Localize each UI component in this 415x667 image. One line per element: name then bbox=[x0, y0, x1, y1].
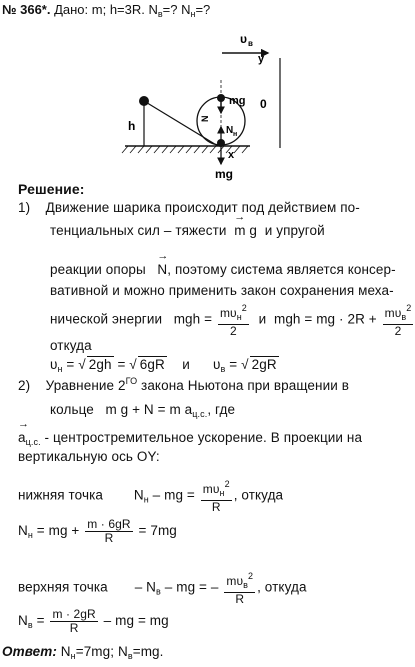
eq2-num: mυ bbox=[384, 306, 402, 320]
p2-text1a: Уравнение 2 bbox=[45, 378, 126, 393]
low-eq-left: N bbox=[133, 487, 144, 503]
eq1-left: mgh = bbox=[173, 311, 213, 327]
label-nn: N bbox=[226, 125, 234, 136]
eq2-num-sup: 2 bbox=[406, 303, 412, 313]
low-num-sub: н bbox=[219, 488, 225, 498]
v1-left: υ bbox=[50, 357, 58, 372]
low2-den: R bbox=[104, 531, 114, 545]
newton-eq: m g + N = m a bbox=[105, 402, 193, 417]
answer-sub2: в bbox=[127, 651, 133, 661]
low-eq-mid: – mg = bbox=[148, 487, 195, 503]
low2-mid: = mg + bbox=[32, 523, 80, 539]
eq1-frac bbox=[218, 302, 249, 338]
p2-text1b: закона Ньютона при вращении в bbox=[137, 378, 350, 393]
up2-sub: в bbox=[27, 620, 33, 631]
up-label: верхняя точка bbox=[18, 579, 108, 595]
given-end: =? bbox=[195, 2, 211, 17]
up2-tail: – mg = mg bbox=[99, 613, 169, 629]
p1-line2 bbox=[50, 223, 325, 238]
eq2-left: mgh = mg · 2R + bbox=[273, 311, 377, 327]
up2-den: R bbox=[69, 621, 79, 635]
label-h: h bbox=[128, 119, 136, 133]
p1-text5a: нической энергии bbox=[50, 311, 163, 327]
low-den: R bbox=[211, 500, 221, 514]
up2-left: N bbox=[18, 613, 28, 629]
solution-title: Решение: bbox=[18, 181, 85, 197]
up-num-sup: 2 bbox=[248, 571, 254, 581]
given-sub-v: в bbox=[157, 9, 163, 19]
p2-text2a: кольце bbox=[50, 402, 94, 417]
p1-velocities: $\upsilon_н$ = √ 2gh = √ 6gR и $\upsilon_в$ = √ 2gR bbox=[50, 357, 277, 374]
up-den: R bbox=[235, 592, 245, 606]
v2-sub: в bbox=[220, 364, 226, 374]
given-sub-n: н bbox=[190, 9, 196, 19]
physics-diagram bbox=[0, 18, 400, 188]
up-tail: , откуда bbox=[257, 579, 307, 595]
eq2-num-sub: в bbox=[401, 312, 407, 322]
eq1-num-sub: н bbox=[236, 312, 242, 322]
vec-N: → N bbox=[157, 262, 167, 277]
p1-line6: откуда bbox=[50, 338, 92, 353]
v1-root2: 6gR bbox=[139, 357, 165, 372]
label-nn-sub: н bbox=[233, 131, 238, 138]
vec-mg: → m g bbox=[234, 223, 257, 238]
answer-end: =mg. bbox=[132, 644, 164, 659]
label-x: x bbox=[228, 149, 235, 161]
ramp-slope bbox=[144, 101, 218, 146]
v1-sub: н bbox=[57, 364, 63, 374]
up-num: mυ bbox=[226, 574, 244, 588]
p1-line4: вативной и можно применить закон сохранения меха- bbox=[50, 283, 394, 298]
up-eq-mid: – mg = – bbox=[160, 579, 219, 595]
low2-num: m · 6gR bbox=[87, 517, 131, 531]
p1-text3c: , поэтому система является консер- bbox=[167, 262, 396, 277]
label-v: υ bbox=[240, 32, 247, 46]
low-eq-sub: н bbox=[143, 494, 149, 505]
given-mid: =? N bbox=[162, 2, 191, 17]
low2-sub: н bbox=[27, 530, 33, 541]
v1-eq2: = bbox=[113, 357, 130, 372]
up2-frac bbox=[50, 608, 97, 635]
low2-frac bbox=[85, 518, 132, 545]
v2-root: 2gR bbox=[251, 357, 277, 372]
p2-line2 bbox=[50, 402, 235, 419]
given-text: Дано: m; h=3R. N bbox=[54, 2, 158, 17]
low-eq-row bbox=[18, 478, 283, 514]
p1-line1 bbox=[18, 200, 360, 215]
eq2-den: 2 bbox=[394, 324, 402, 338]
low-num: mυ bbox=[202, 482, 220, 496]
p1-line5 bbox=[50, 302, 415, 338]
ball-start bbox=[139, 96, 149, 106]
low2-eq-row bbox=[18, 518, 177, 545]
p1-number: 1) bbox=[18, 200, 31, 215]
p1-text1: Движение шарика происходит под действием по- bbox=[45, 200, 360, 215]
low-label: нижняя точка bbox=[18, 487, 104, 503]
v1-root1: 2gh bbox=[88, 357, 112, 372]
newton-eq-sub: ц.с. bbox=[192, 409, 208, 419]
low2-tail: = 7mg bbox=[134, 523, 177, 539]
problem-header bbox=[2, 2, 210, 19]
low-num-sup: 2 bbox=[224, 479, 230, 489]
eq1-num: mυ bbox=[219, 306, 237, 320]
label-v-sub: в bbox=[248, 39, 253, 48]
label-mg-top: mg bbox=[229, 95, 246, 107]
answer-mid: =7mg; N bbox=[75, 644, 128, 659]
and-1: и bbox=[258, 311, 267, 327]
v2-left: υ bbox=[213, 357, 221, 372]
and-2: и bbox=[182, 357, 190, 372]
answer-row bbox=[2, 644, 164, 661]
a-sub: ц.с. bbox=[25, 437, 41, 447]
eq1-den: 2 bbox=[230, 324, 237, 338]
p2-text3b: - центростремительное ускорение. В проекции на bbox=[40, 430, 363, 445]
label-y: y bbox=[258, 53, 265, 65]
label-mg-bottom: mg bbox=[215, 167, 233, 181]
p2-number: 2) bbox=[18, 378, 31, 393]
label-nv: N bbox=[200, 115, 210, 122]
p1-text3a: реакции опоры bbox=[50, 262, 146, 277]
low-frac bbox=[201, 478, 232, 514]
up2-num: m · 2gR bbox=[52, 607, 96, 621]
up-frac bbox=[224, 570, 255, 606]
low2-left: N bbox=[18, 523, 28, 539]
p1-line3 bbox=[50, 262, 396, 277]
low-tail: , откуда bbox=[233, 487, 284, 503]
p1-text2c: и упругой bbox=[264, 223, 325, 238]
answer-label: Ответ: bbox=[2, 644, 57, 659]
up-eq-sub: в bbox=[156, 586, 161, 597]
answer-sub1: н bbox=[70, 651, 76, 661]
p1-text2a: тенциальных сил – тяжести bbox=[50, 223, 227, 238]
v1-eq: = bbox=[62, 357, 79, 372]
up2-mid: = bbox=[32, 613, 45, 629]
label-o: 0 bbox=[260, 97, 267, 111]
up2-eq-row bbox=[18, 608, 169, 635]
answer-text: N bbox=[56, 644, 71, 659]
p2-text2b: , где bbox=[207, 402, 236, 417]
up-num-sub: в bbox=[243, 580, 248, 590]
p2-line3 bbox=[18, 430, 362, 447]
p2-sup: ГО bbox=[125, 376, 138, 386]
eq2-frac bbox=[383, 302, 414, 338]
vec-a: → a bbox=[18, 430, 26, 445]
problem-number: № 366*. bbox=[2, 2, 51, 17]
p2-line4: вертикальную ось OY: bbox=[18, 449, 160, 464]
eq1-num-sup: 2 bbox=[241, 303, 247, 313]
up-eq-left: – N bbox=[134, 579, 157, 595]
v2-eq: = bbox=[225, 357, 242, 372]
p2-line1 bbox=[18, 376, 349, 393]
up-eq-row bbox=[18, 570, 307, 606]
